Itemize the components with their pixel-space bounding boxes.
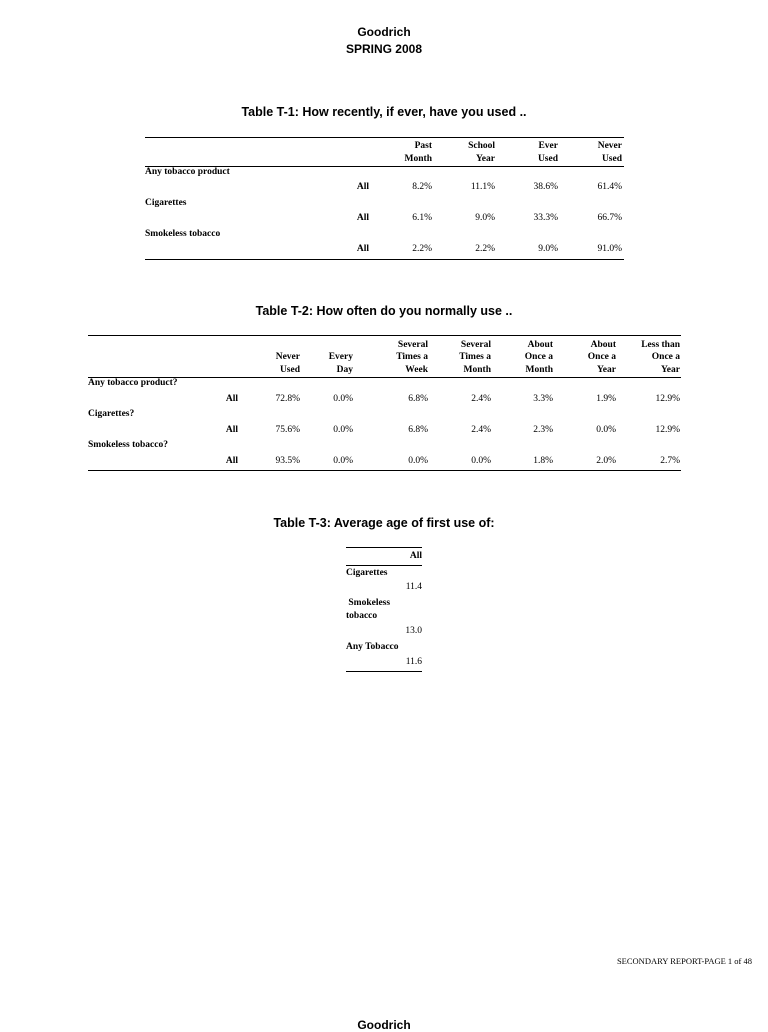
t1-cell-value: 9.0% (475, 213, 495, 223)
table-t3 (346, 547, 422, 674)
t1-bottom-rule (145, 259, 624, 260)
t2-column-header: Every Day (328, 352, 353, 375)
table-t2 (88, 335, 681, 472)
t2-row-label: Smokeless tobacco? (88, 440, 168, 450)
t2-column-header: Several Times a Month (459, 339, 491, 375)
t2-cell-value: 0.0% (333, 394, 353, 404)
t2-column-header: Never Used (275, 352, 300, 375)
t3-cell-value: 13.0 (405, 626, 422, 636)
t3-cell-value: 11.6 (405, 657, 422, 667)
t2-column-header: Several Times a Week (396, 339, 428, 375)
next-page-header: Goodrich (357, 1018, 411, 1032)
t2-cell-value: 0.0% (471, 456, 491, 466)
t2-cell-value: 93.5% (275, 456, 300, 466)
t2-cell-value: 2.4% (471, 394, 491, 404)
t1-cell-value: 6.1% (412, 213, 432, 223)
t1-column-header: Ever Used (537, 141, 558, 164)
t1-cell-value: 38.6% (533, 182, 558, 192)
t1-cell-value: 8.2% (412, 182, 432, 192)
t1-row-group: All (356, 182, 369, 192)
t2-cell-value: 2.3% (533, 425, 553, 435)
t2-cell-value: 72.8% (275, 394, 300, 404)
t2-row-label: Cigarettes? (88, 409, 135, 419)
t3-row-label: Cigarettes (346, 568, 388, 578)
t2-cell-value: 75.6% (275, 425, 300, 435)
table-t1-title: Table T-1: How recently, if ever, have you used .. (241, 105, 527, 119)
t2-cell-value: 2.4% (471, 425, 491, 435)
t2-row-label: Any tobacco product? (88, 378, 178, 388)
t1-cell-value: 2.2% (412, 244, 432, 254)
t1-cell-value: 2.2% (475, 244, 495, 254)
t1-cell-value: 66.7% (597, 213, 622, 223)
table-t2-title: Table T-2: How often do you normally use .. (255, 304, 513, 318)
t3-cell-value: 11.4 (405, 582, 422, 592)
t2-cell-value: 12.9% (655, 394, 680, 404)
t1-cell-value: 9.0% (538, 244, 558, 254)
t1-column-header: School Year (468, 141, 495, 164)
t1-row-label: Smokeless tobacco (145, 229, 221, 239)
t2-cell-value: 1.9% (596, 394, 616, 404)
t2-cell-value: 2.7% (660, 456, 680, 466)
t2-cell-value: 2.0% (596, 456, 616, 466)
t2-cell-value: 1.8% (533, 456, 553, 466)
t2-row-group: All (225, 456, 238, 466)
report-term: SPRING 2008 (345, 42, 423, 56)
t2-cell-value: 12.9% (655, 425, 680, 435)
t3-row-label: Smokeless tobacco (346, 598, 391, 621)
t2-column-header: About Once a Year (587, 339, 616, 375)
t1-cell-value: 33.3% (533, 213, 558, 223)
t2-bottom-rule (88, 470, 681, 471)
t1-top-rule (145, 137, 624, 138)
t2-cell-value: 3.3% (533, 394, 553, 404)
t3-row-label: Any Tobacco (346, 642, 399, 652)
t2-cell-value: 0.0% (333, 425, 353, 435)
t1-row-label: Any tobacco product (145, 167, 230, 177)
t1-row-group: All (356, 244, 369, 254)
t2-cell-value: 0.0% (333, 456, 353, 466)
page-footer: SECONDARY REPORT-PAGE 1 of 48 (616, 956, 752, 966)
t1-cell-value: 91.0% (597, 244, 622, 254)
t1-column-header: Never Used (597, 141, 622, 164)
t2-cell-value: 6.8% (408, 394, 428, 404)
report-school-name: Goodrich (357, 25, 411, 39)
t2-row-group: All (225, 394, 238, 404)
t3-bottom-rule (346, 671, 422, 672)
t2-cell-value: 6.8% (408, 425, 428, 435)
t2-cell-value: 0.0% (596, 425, 616, 435)
t1-row-group: All (356, 213, 369, 223)
t3-top-rule (346, 547, 422, 548)
t1-cell-value: 11.1% (470, 182, 495, 192)
t2-column-header: Less than Once a Year (641, 339, 680, 375)
t2-column-header: About Once a Month (524, 339, 553, 375)
t1-row-label: Cigarettes (145, 198, 187, 208)
table-t3-title: Table T-3: Average age of first use of: (273, 516, 495, 530)
t3-header-rule (346, 565, 422, 566)
t1-cell-value: 61.4% (597, 182, 622, 192)
t1-column-header: Past Month (404, 141, 432, 164)
table-t1 (145, 137, 624, 261)
t2-cell-value: 0.0% (408, 456, 428, 466)
t2-row-group: All (225, 425, 238, 435)
t3-column-header: All (409, 551, 422, 561)
t2-top-rule (88, 335, 681, 336)
